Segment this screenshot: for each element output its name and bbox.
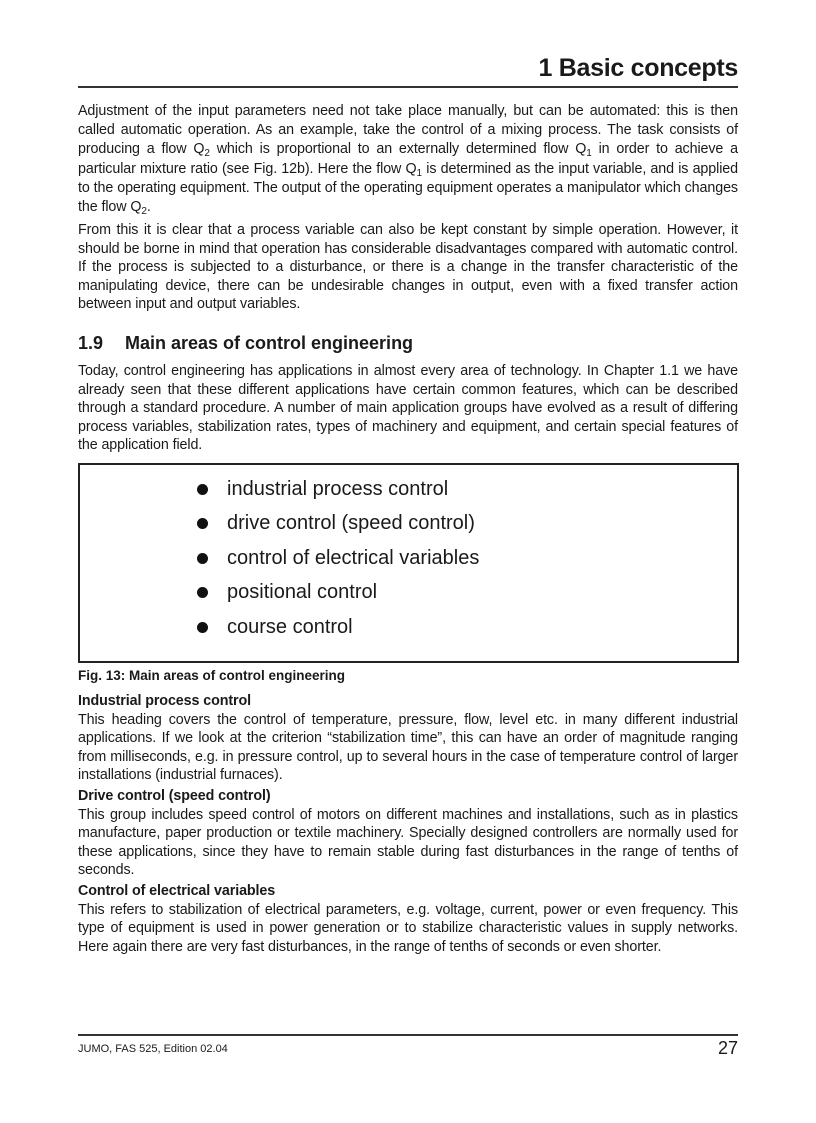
bullet-icon (197, 518, 208, 529)
paragraph-simple-operation: From this it is clear that a process variable can also be kept constant by simple operation. However, it should be borne in mind that operation has considerable disadvantages compared with automatic control. If the process is subjected to a disturbance, or there is a change in the transfer characteristic of the manipulating device, there can be undesirable changes in output, even with a fixed transfer action between input and output variables. (78, 222, 738, 313)
bullet-icon (197, 587, 208, 598)
item-label: course control (227, 616, 353, 638)
subsection-title: Industrial process control (78, 693, 251, 709)
section-heading (78, 333, 413, 354)
list-item (197, 478, 448, 501)
subsection-electrical (78, 882, 738, 956)
section-title: Main areas of control engineering (125, 333, 414, 353)
item-label: drive control (speed control) (227, 512, 475, 534)
header-rule (78, 86, 738, 88)
subscript: 1 (586, 148, 592, 160)
item-label: industrial process control (227, 478, 449, 500)
subsection-text: This group includes speed control of motors on different machines and installations, such as in plastics manufacture, paper production or textile machinery. Specially designed controllers are normally used for these applications, since they have to remain stable during fast disturbances in the range of tenths of seconds. (78, 806, 738, 879)
text: in order to achieve a particular mixture ratio (see Fig. 12b). Here the flow Q (78, 141, 738, 177)
page-number: 27 (717, 1038, 738, 1058)
subsection-text: This heading covers the control of temperature, pressure, flow, level etc. in many different industrial applications. If we look at the criterion “stabilization time”, this can have an order of magnitude ranging from milliseconds, e.g. in pressure control, up to several hours in the case of temperature control of larger installations (industrial furnaces). (78, 711, 738, 784)
subsection-title: Drive control (speed control) (78, 788, 271, 804)
text: Adjustment of the input parameters need not take place manually, but can be automated: this is then called automatic operation. As an example, take the control of a mixing process. The task consists of producing a flow Q (78, 103, 738, 158)
chapter-title: 1 Basic concepts (538, 54, 738, 82)
subscript: 2 (141, 206, 147, 218)
subsection-drive (78, 787, 738, 880)
figure-caption: Fig. 13: Main areas of control engineering (78, 668, 346, 683)
subscript: 1 (416, 167, 423, 179)
subscript: 2 (204, 148, 210, 160)
list-item (197, 616, 353, 639)
item-label: control of electrical variables (227, 547, 480, 569)
figure-box (78, 463, 739, 663)
paragraph-mixing-process (78, 102, 738, 217)
section-number: 1.9 (78, 333, 104, 353)
subsection-industrial (78, 692, 738, 785)
text: which is proportional to an externally determined flow Q (209, 141, 587, 158)
subsection-title: Control of electrical variables (78, 883, 276, 899)
bullet-icon (197, 484, 208, 495)
text: is determined as the input variable, and is applied to the operating equipment. The output of the operating equipment operates a manipulator which changes the flow Q (78, 160, 738, 216)
paragraph-intro: Today, control engineering has applications in almost every area of technology. In Chapter 1.1 we have already seen that these different applications have certain common features, which can be described through a standard procedure. A number of main application groups have evolved as a result of differing process variables, stabilization rates, types of machinery and equipment, and certain special features of the application field. (78, 363, 738, 454)
text: . (146, 199, 151, 216)
list-item (197, 547, 479, 570)
footer-rule (78, 1034, 738, 1036)
subsection-text: This refers to stabilization of electrical parameters, e.g. voltage, current, power or even frequency. This type of equipment is used in power generation or to stabilize characteristic values in supply networks. Here again there are very fast disturbances, in the range of tenths of seconds or even shorter. (78, 901, 738, 955)
item-label: positional control (227, 581, 378, 603)
list-item (197, 512, 475, 535)
footer-text: JUMO, FAS 525, Edition 02.04 (78, 1043, 228, 1055)
bullet-icon (197, 553, 208, 564)
bullet-icon (197, 622, 208, 633)
list-item (197, 581, 377, 604)
